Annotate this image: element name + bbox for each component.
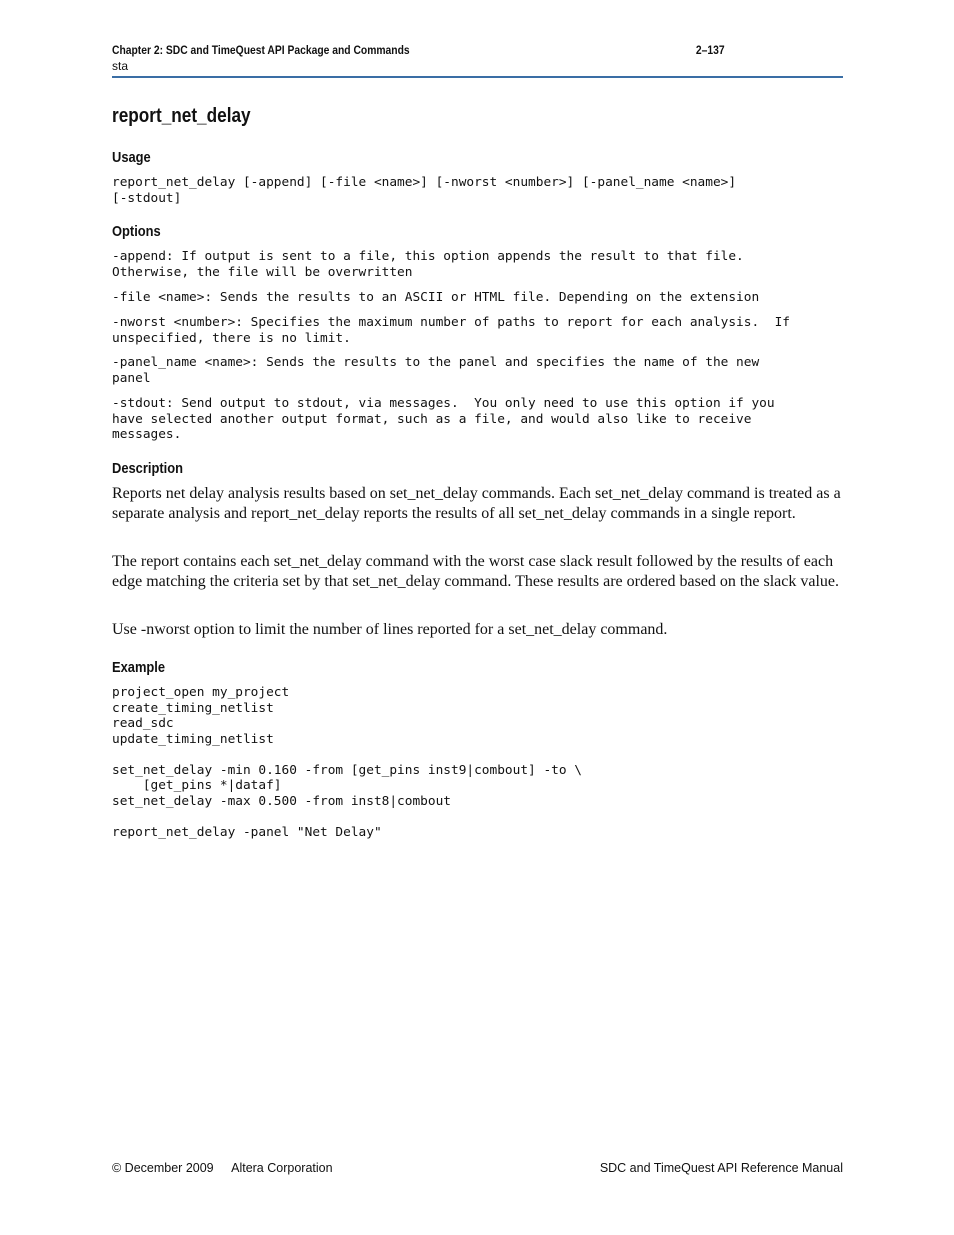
page-title: report_net_delay	[112, 105, 251, 127]
package-name: sta	[112, 59, 129, 73]
footer-company: Altera Corporation	[231, 1161, 333, 1175]
option-panel-name: -panel_name <name>: Sends the results to the panel and specifies the name of the new panel	[112, 355, 760, 386]
usage-heading: Usage	[112, 149, 151, 166]
option-append: -append: If output is sent to a file, this option appends the result to that file. Otherwise, the file will be overwritten	[112, 249, 744, 280]
usage-code: report_net_delay [-append] [-file <name>] [-nworst <number>] [-panel_name <name>] [-stdout]	[112, 175, 737, 206]
description-paragraph: The report contains each set_net_delay command with the worst case slack result followed by the results of each edge matching the criteria set by that set_net_delay command. These results are ordered based on the slack value.	[112, 553, 839, 590]
option-nworst: -nworst <number>: Specifies the maximum number of paths to report for each analysis. If unspecified, there is no limit.	[112, 315, 790, 346]
description-paragraph: Reports net delay analysis results based on set_net_delay commands. Each set_net_delay command is treated as a separate analysis and report_net_delay reports the results of all set_net_delay commands in a single report.	[112, 485, 841, 522]
description-paragraph: Use -nworst option to limit the number of lines reported for a set_net_delay command.	[112, 621, 668, 638]
header-rule	[112, 76, 843, 78]
chapter-title: Chapter 2: SDC and TimeQuest API Package and Commands	[112, 43, 410, 57]
footer-date: © December 2009	[112, 1161, 214, 1175]
footer-manual-title: SDC and TimeQuest API Reference Manual	[599, 1161, 843, 1175]
option-file: -file <name>: Sends the results to an ASCII or HTML file. Depending on the extension	[112, 290, 760, 305]
page-number: 2–137	[695, 43, 725, 57]
description-heading: Description	[112, 460, 183, 477]
options-heading: Options	[112, 223, 161, 240]
example-heading: Example	[112, 659, 166, 676]
option-stdout: -stdout: Send output to stdout, via messages. You only need to use this option if you have selected another output format, such as a file, and would also like to receive messages.	[112, 396, 775, 442]
page-header	[112, 43, 843, 73]
page-footer	[112, 1161, 843, 1175]
example-code: project_open my_project create_timing_netlist read_sdc update_timing_netlist set_net_delay -min 0.160 -from [get_pins inst9|combout] -to \ [get_pins *|dataf] set_net_delay -max 0.500 -from inst8|combout report_net_delay -panel "Net Delay"	[112, 685, 582, 840]
